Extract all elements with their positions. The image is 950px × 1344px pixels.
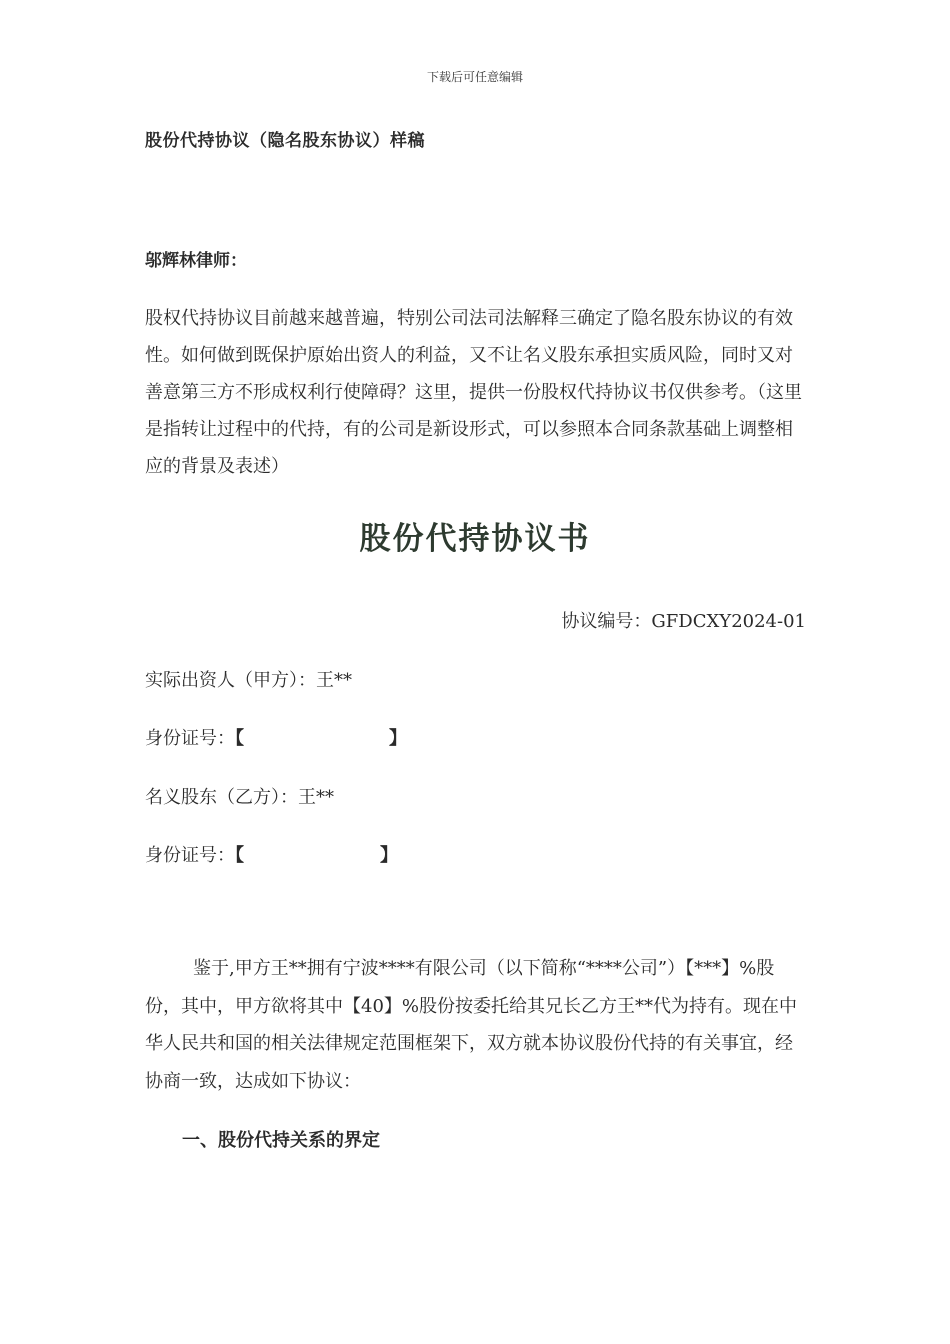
author-line: 邬辉林律师： [145,251,247,271]
intro-text: 股权代持协议目前越来越普遍，特别公司法司法解释三确定了隐名股东协议的有效性。如何做到既保护原始出资人的利益，又不让名义股东承担实质风险，同时又对善意第三方不形成权利行使障碍？这里，提供一份股权代持协议书仅供参考。（这里是指转让过程中的代持，有的公司是新设形式，可以参照本合同条款基础上调整相应的背景及表述） [145,308,802,477]
party-a-line: 实际出资人（甲方）：王** [145,670,352,691]
party-b-line: 名义股东（乙方）：王** [145,787,334,808]
party-b-id-open-bracket: 【 [235,845,244,866]
section-1-heading: 一、股份代持关系的界定 [182,1130,380,1151]
recital-text: 鉴于,甲方王**拥有宁波****有限公司（以下简称“****公司”）【***】%股份，其中，甲方欲将其中【40】%股份按委托给其兄长乙方王**代为持有。现在中华人民共和国的相关法律规定范围框架下，双方就本协议股份代持的有关事宜，经协商一致，达成如下协议： [145,958,798,1092]
party-a-id-line [145,724,407,750]
agreement-title: 股份代持协议书 [359,521,591,557]
party-b-id-label: 身份证号： [145,845,235,866]
header-note: 下载后可任意编辑 [426,70,523,84]
agreement-number: 协议编号：GFDCXY2024-01 [561,611,806,632]
party-a-id-label: 身份证号： [145,728,235,749]
document-heading: 股份代持协议（隐名股东协议）样稿 [145,131,425,151]
party-a-id-close-bracket: 】 [389,728,407,749]
intro-paragraph [145,300,807,485]
party-b-id-close-bracket: 】 [380,845,398,866]
recital-paragraph [145,950,807,1100]
party-b-id-line [145,841,398,867]
party-a-id-open-bracket: 【 [235,728,244,749]
